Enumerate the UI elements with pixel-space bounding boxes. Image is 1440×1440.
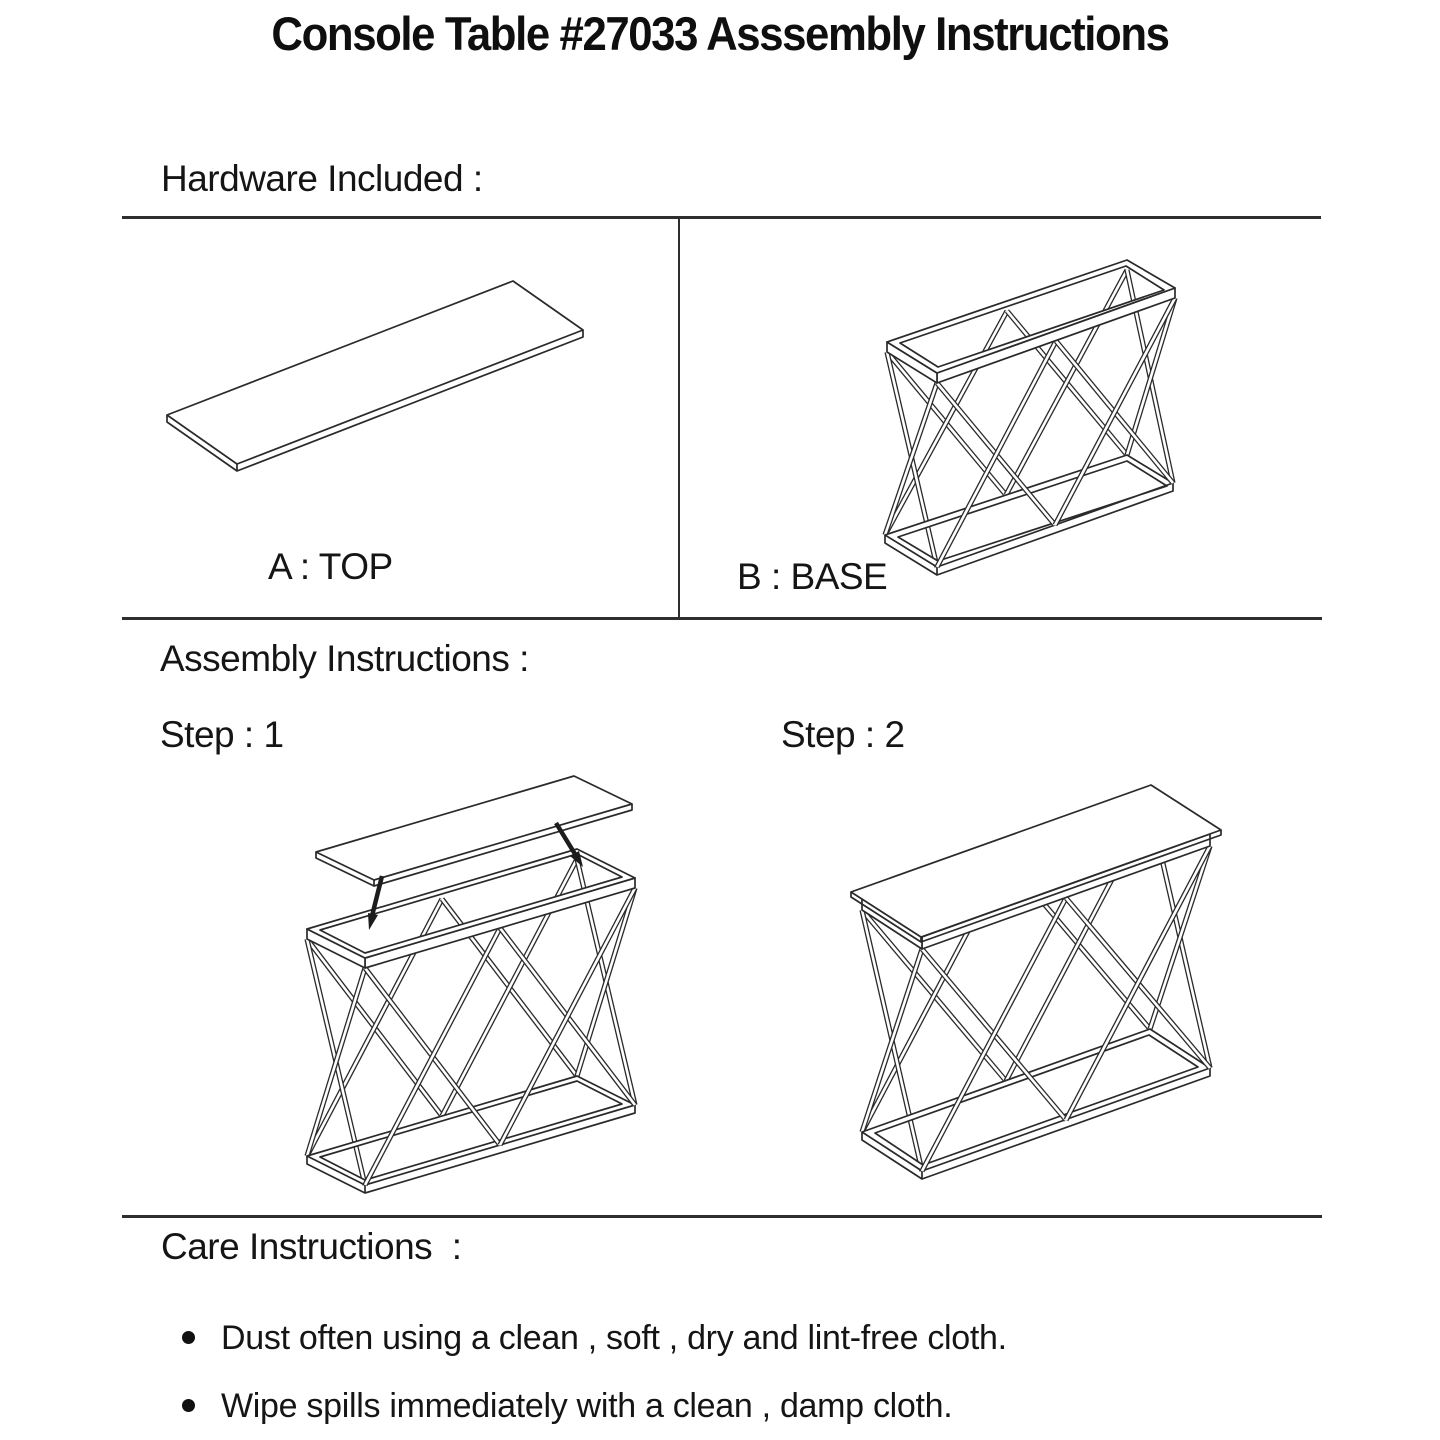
floating-top-panel <box>316 776 632 886</box>
care-bullet: Dust often using a clean , soft , dry and lint-free cloth. <box>221 1319 1007 1357</box>
hardware-table-bottom-border <box>122 617 1322 620</box>
hardware-table-divider <box>678 218 680 619</box>
side-lattice <box>307 859 635 1185</box>
step2-label: Step : 2 <box>781 714 905 755</box>
panel-outline <box>167 281 583 471</box>
step2-drawing <box>850 775 1270 1215</box>
bullet-icon <box>182 1331 195 1344</box>
label-b-base: B : BASE <box>737 556 888 597</box>
care-heading: Care Instructions : <box>161 1226 462 1267</box>
step1-label: Step : 1 <box>160 714 284 755</box>
care-section-border <box>122 1215 1322 1218</box>
bottom-frame <box>885 455 1173 575</box>
assembly-heading: Assembly Instructions : <box>160 638 529 679</box>
top-frame <box>887 260 1175 383</box>
base-frame-drawing <box>855 235 1205 585</box>
hardware-heading: Hardware Included : <box>161 158 483 199</box>
bullet-icon <box>182 1399 195 1412</box>
page-title: Console Table #27033 Asssembly Instructions <box>271 7 1169 60</box>
bottom-frame <box>862 1029 1210 1179</box>
top-panel-drawing <box>150 270 600 485</box>
care-bullet: Wipe spills immediately with a clean , damp cloth. <box>221 1387 953 1425</box>
step1-drawing <box>290 755 690 1215</box>
bottom-frame <box>307 1076 635 1193</box>
hardware-table-top-border <box>122 216 1321 219</box>
label-a-top: A : TOP <box>268 546 393 587</box>
down-arrow-icon <box>556 823 583 867</box>
